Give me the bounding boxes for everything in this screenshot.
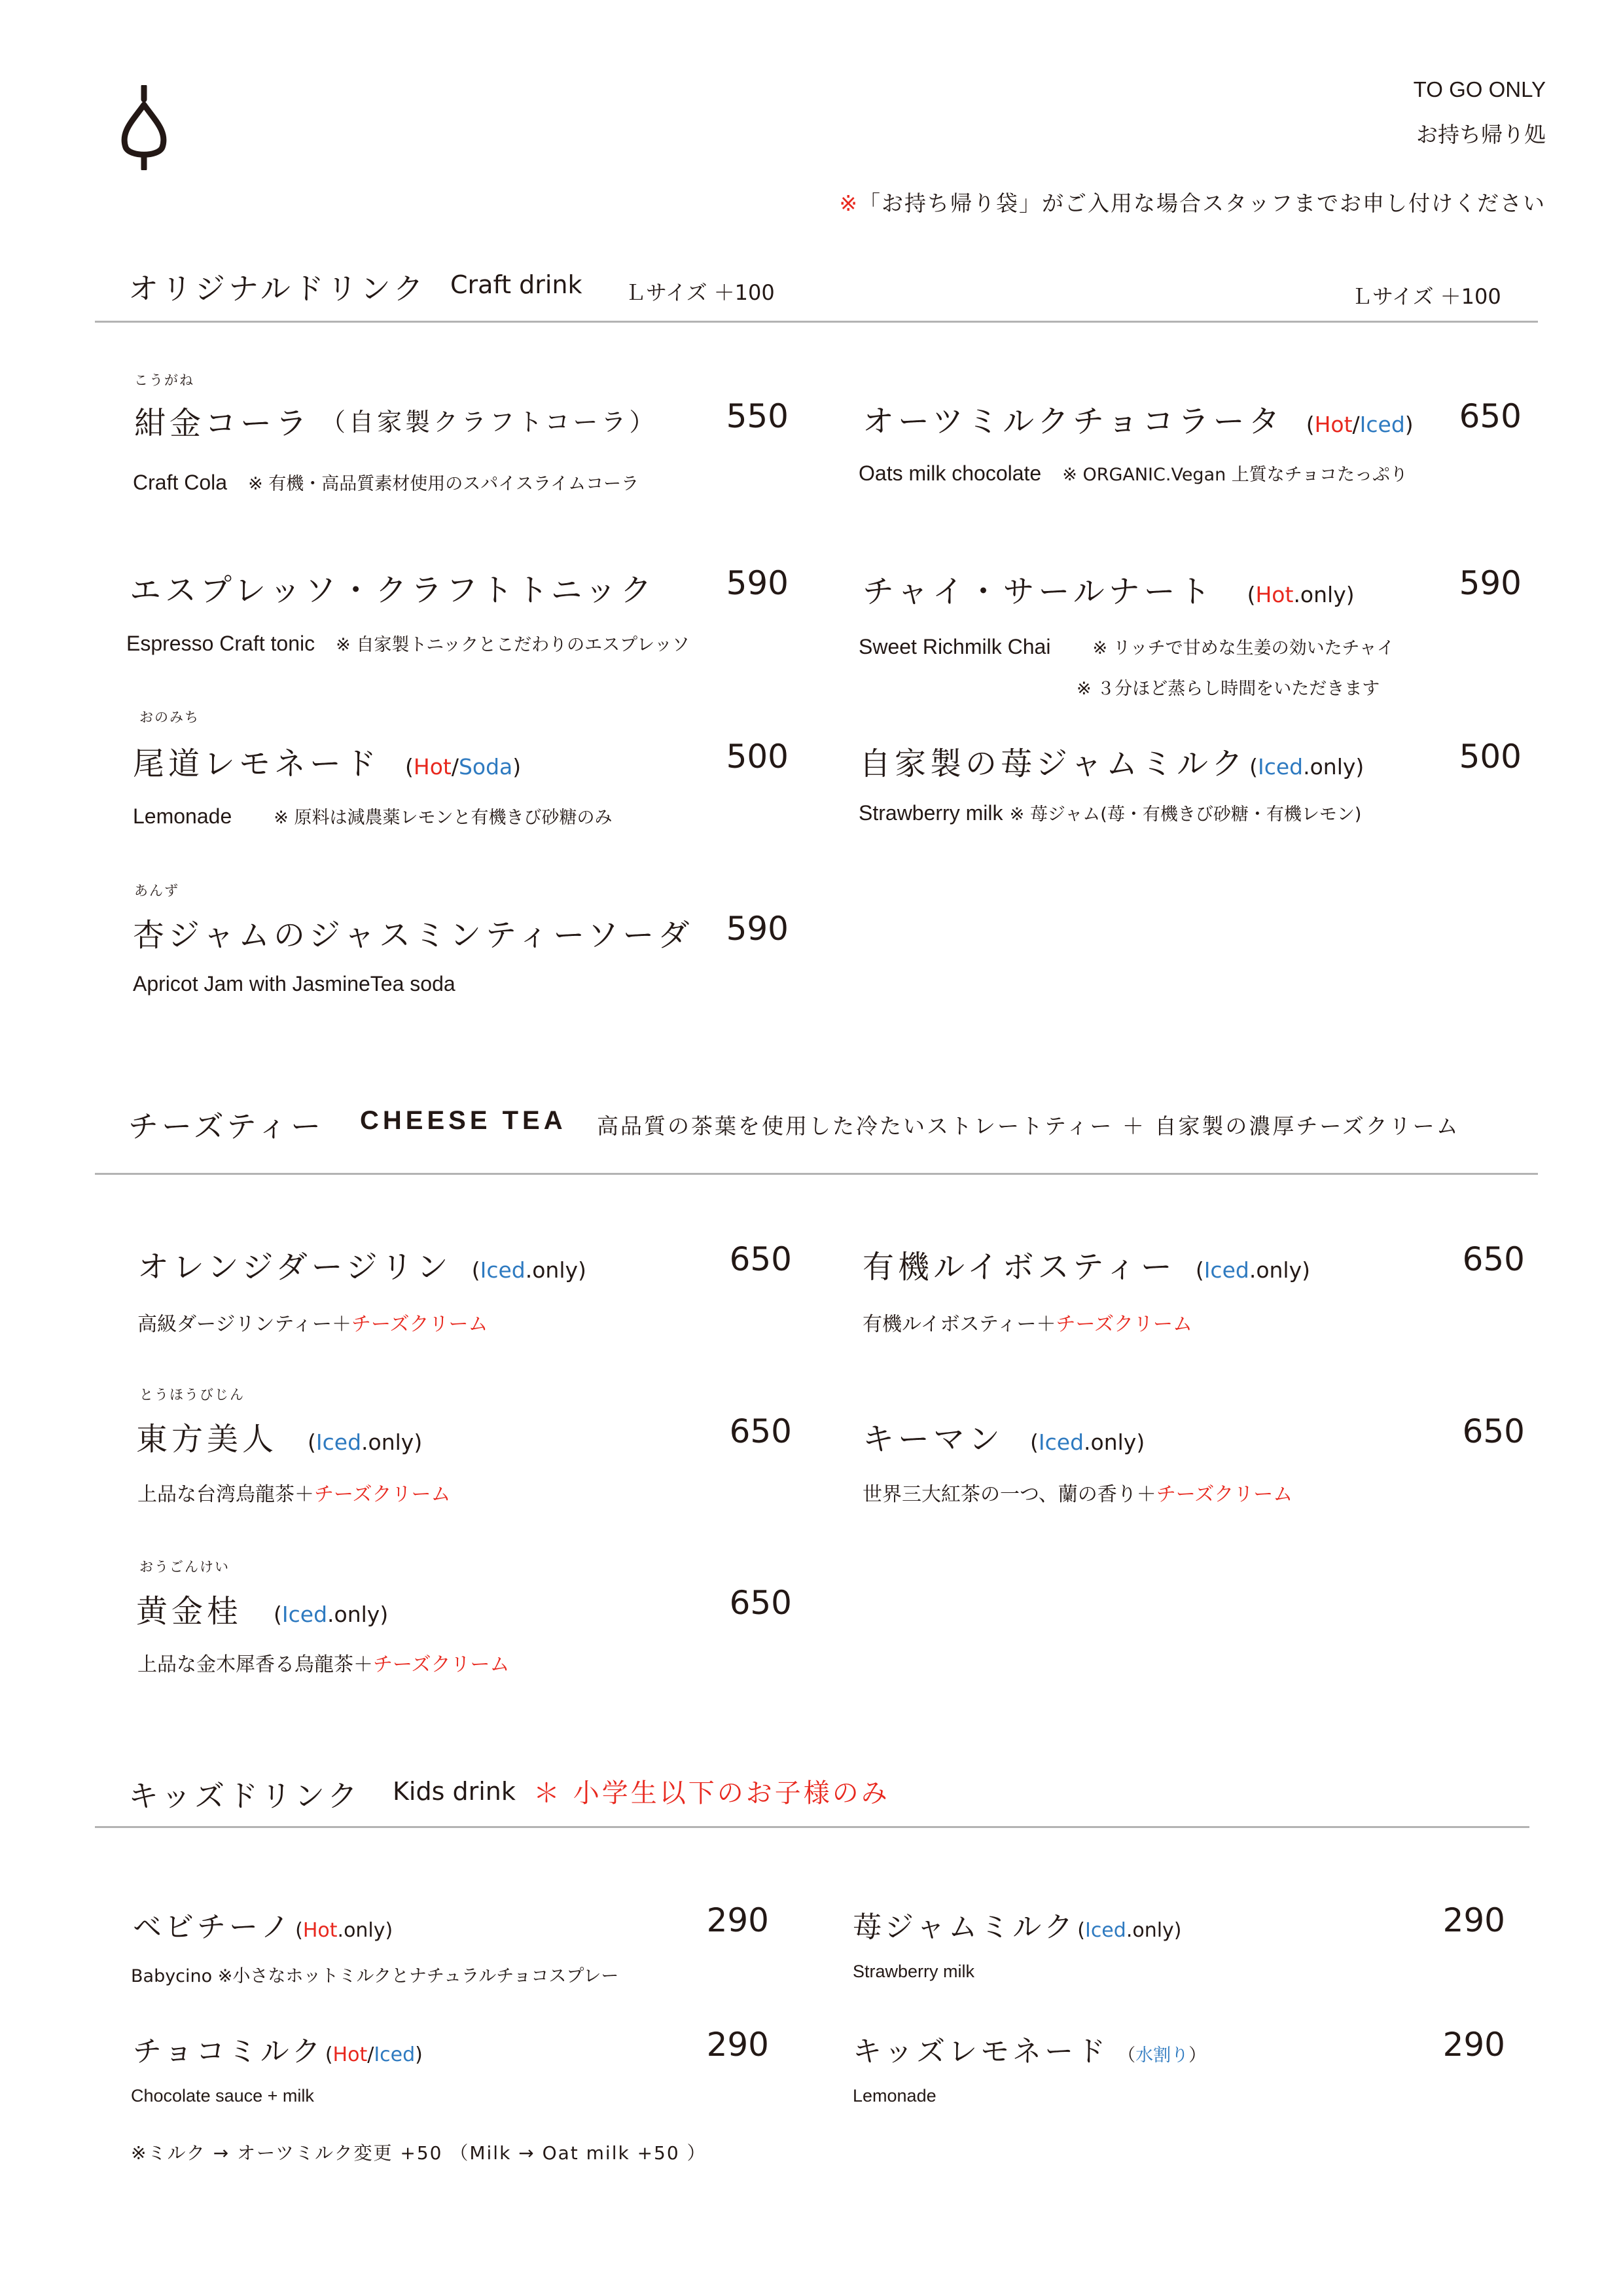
tag-sep: / <box>1352 412 1360 437</box>
tag-open: ( <box>274 1602 282 1627</box>
notice-text: 「お持ち帰り袋」がご入用な場合スタッフまでお申し付けください <box>859 190 1546 216</box>
item-name-chocolate-milk <box>133 2028 423 2070</box>
tag-soda: Soda <box>458 754 513 780</box>
tag-iced: Iced <box>1257 754 1304 780</box>
item-name-chai <box>863 566 1355 611</box>
item-desc-kids-lemonade: Lemonade <box>853 2086 936 2106</box>
tag-hot: Hot <box>302 1919 338 1942</box>
tag-close: ） <box>1188 2045 1207 2066</box>
tag-open: ( <box>325 2043 333 2066</box>
notice-mark: ※ <box>839 190 859 216</box>
tag-iced: Iced <box>281 1602 328 1627</box>
tag-open: ( <box>405 754 414 780</box>
item-note2-chai: ※ ３分ほど蒸らし時間をいただきます <box>1077 679 1380 699</box>
tag-iced: Iced <box>374 2043 416 2066</box>
item-price-babycino: 290 <box>706 1901 769 1939</box>
tag-iced-only <box>472 1257 586 1283</box>
item-desc-keemun <box>863 1478 1293 1507</box>
kids-note <box>533 1772 890 1810</box>
item-name-kids-strawberry-milk <box>853 1903 1182 1945</box>
item-note-espresso-tonic: ※ 自家製トニックとこだわりのエスプレッソ <box>336 635 690 655</box>
item-price-oats-chocolate: 650 <box>1459 397 1522 435</box>
drop-logo-icon <box>118 85 170 170</box>
tag-open: ( <box>471 1257 480 1283</box>
tag-mizuwari <box>1118 2045 1206 2066</box>
item-desc-chocolate-milk: Chocolate sauce + milk <box>131 2086 314 2106</box>
tag-hot-only <box>295 1919 393 1942</box>
tag-iced-only <box>1249 754 1364 780</box>
section-rule-kids <box>95 1826 1529 1828</box>
tag-close: ) <box>415 2043 423 2066</box>
item-name-onomichi-text: 尾道レモネード <box>133 745 381 782</box>
item-name-keemun <box>863 1414 1145 1459</box>
tag-iced: Iced <box>315 1429 362 1455</box>
item-desc-espresso-tonic <box>126 627 690 657</box>
item-name-babycino <box>133 1903 393 1945</box>
tag-hot: Hot <box>1314 412 1353 437</box>
item-name-text: オレンジダージリン <box>137 1249 452 1285</box>
item-desc-chai <box>859 630 1395 660</box>
item-name-strawberry-milk <box>859 738 1364 783</box>
item-price-golden-osmanthus: 650 <box>729 1584 792 1622</box>
item-desc-oriental-beauty <box>137 1478 451 1507</box>
tag-only: .only) <box>525 1257 586 1283</box>
section-rule-cheese <box>95 1173 1538 1175</box>
item-price-oriental-beauty: 650 <box>729 1412 792 1450</box>
oat-milk-footnote: ※ミルク → オーツミルク変更 +50 （Milk → Oat milk +50 ） <box>131 2142 707 2164</box>
item-price-keemun: 650 <box>1462 1412 1525 1450</box>
tag-hot-soda <box>405 754 521 780</box>
tag-only: .only) <box>1249 1257 1310 1283</box>
item-name-onomichi-lemonade <box>133 738 521 783</box>
section-title-cheese: チーズティー <box>128 1109 325 1144</box>
tag-hot: Hot <box>1255 582 1294 607</box>
tag-hot-iced <box>1306 412 1414 437</box>
tag-hot-only <box>1247 582 1355 607</box>
item-sub-kogane-cola: （自家製クラフトコーラ） <box>321 408 658 437</box>
cheese-cream-label: チーズクリーム <box>1056 1313 1192 1336</box>
item-price-rooibos: 650 <box>1462 1240 1525 1278</box>
item-name-kogane-cola: 紺金コーラ <box>134 405 312 442</box>
section-title-cheese-en: CHEESE TEA <box>360 1106 567 1135</box>
item-en-strawberry-milk: Strawberry milk <box>859 801 1003 825</box>
item-desc-strawberry-milk <box>859 800 1361 825</box>
tag-open: ( <box>1077 1919 1085 1942</box>
tag-close: ) <box>512 754 522 780</box>
tag-open: ( <box>1195 1257 1204 1283</box>
ruby-anzu: あんず <box>134 883 179 899</box>
tag-only: .only) <box>1084 1429 1145 1455</box>
item-price-chocolate-milk: 290 <box>706 2026 769 2064</box>
item-note-chai: ※ リッチで甘めな生姜の効いたチャイ <box>1092 638 1395 658</box>
tag-hot: Hot <box>413 754 452 780</box>
item-note-kogane-cola: ※ 有機・高品質素材使用のスパイスライムコーラ <box>248 474 639 494</box>
item-name-text: ベビチーノ <box>133 1910 293 1944</box>
tag-only: .only) <box>327 1602 389 1627</box>
item-name-text: 黄金桂 <box>136 1593 243 1630</box>
item-desc-oats-chocolate <box>859 457 1408 487</box>
item-desc-text: 高級ダージリンティー＋ <box>137 1313 351 1336</box>
tag-only: .only) <box>1303 754 1364 780</box>
item-name-text: 東方美人 <box>136 1421 278 1458</box>
item-en-kogane-cola: Craft Cola <box>133 471 228 494</box>
item-price-strawberry-milk: 500 <box>1459 738 1522 776</box>
item-desc-rooibos <box>863 1308 1192 1336</box>
item-price-apricot-soda: 590 <box>726 910 789 948</box>
tag-open: ( <box>295 1919 303 1942</box>
tag-sep: / <box>451 754 459 780</box>
tag-iced-only <box>308 1429 422 1455</box>
kids-star: ＊ <box>533 1778 562 1808</box>
item-en-espresso-tonic: Espresso Craft tonic <box>126 632 315 655</box>
item-price-chai: 590 <box>1459 564 1522 602</box>
item-desc-kids-strawberry-milk: Strawberry milk <box>853 1962 975 1981</box>
tag-iced: Iced <box>1359 412 1405 437</box>
item-name-espresso-tonic: エスプレッソ・クラフトトニック <box>130 572 656 609</box>
item-name-oriental-beauty <box>136 1414 422 1459</box>
item-en-chai: Sweet Richmilk Chai <box>859 635 1051 658</box>
cheese-cream-label: チーズクリーム <box>351 1313 488 1336</box>
bag-notice <box>839 187 1546 217</box>
item-desc-golden-osmanthus <box>137 1648 510 1677</box>
item-en-apricot-soda: Apricot Jam with JasmineTea soda <box>133 972 455 996</box>
tag-sep: / <box>367 2043 374 2066</box>
tag-only: .only) <box>1293 582 1355 607</box>
tag-iced-only <box>1030 1429 1145 1455</box>
item-desc-kogane-cola <box>133 466 639 496</box>
to-go-label: TO GO ONLY <box>1413 77 1546 101</box>
item-name-text: チョコミルク <box>133 2035 324 2068</box>
tag-hot-iced <box>325 2043 423 2066</box>
item-price-onomichi-lemonade: 500 <box>726 738 789 776</box>
item-note-oats-chocolate: ※ ORGANIC.Vegan 上質なチョコたっぷり <box>1062 465 1408 485</box>
item-name-text: キッズレモネード <box>853 2035 1109 2068</box>
tag-iced: Iced <box>480 1257 526 1283</box>
item-name-chai-text: チャイ・サールナート <box>863 573 1215 610</box>
tag-iced-only <box>1196 1257 1310 1283</box>
tag-open: ( <box>1247 582 1256 607</box>
lsize-note-right: Ｌサイズ ＋100 <box>1351 284 1501 309</box>
item-price-espresso-tonic: 590 <box>726 564 789 602</box>
item-name-kids-lemonade <box>853 2028 1206 2070</box>
tag-iced-only <box>1077 1919 1181 1942</box>
item-desc-onomichi-lemonade <box>133 800 612 830</box>
item-note-strawberry-milk: ※ 苺ジャム(苺・有機きび砂糖・有機レモン) <box>1009 804 1362 825</box>
item-desc-text: 有機ルイボスティー＋ <box>863 1313 1056 1336</box>
tag-open: ( <box>1249 754 1258 780</box>
item-price-kids-lemonade: 290 <box>1442 2026 1505 2064</box>
item-name-oats-text: オーツミルクチョコラータ <box>863 403 1284 440</box>
item-desc-orange-darjeeling <box>137 1308 488 1336</box>
item-name-orange-darjeeling <box>137 1242 586 1287</box>
cheese-note: 高品質の茶葉を使用した冷たいストレートティー ＋ 自家製の濃厚チーズクリーム <box>597 1113 1460 1139</box>
tag-open: ( <box>1030 1429 1039 1455</box>
tag-open: ( <box>1306 412 1315 437</box>
section-title-kids: キッズドリンク <box>128 1778 361 1814</box>
tag-only: .only) <box>1126 1919 1182 1942</box>
item-name-apricot-soda: 杏ジャムのジャスミンティーソーダ <box>133 917 694 954</box>
tag-only: .only) <box>361 1429 423 1455</box>
item-en-onomichi-lemonade: Lemonade <box>133 804 232 828</box>
section-title-original-en: Craft drink <box>450 270 582 299</box>
item-price-kogane-cola: 550 <box>726 397 789 435</box>
item-desc-text: 上品な台湾烏龍茶＋ <box>137 1483 314 1506</box>
tag-mizuwari-text: 水割り <box>1135 2045 1189 2066</box>
ruby-touhoubijin: とうほうびじん <box>139 1387 245 1403</box>
item-note-onomichi-lemonade: ※ 原料は減農薬レモンと有機きび砂糖のみ <box>274 808 613 828</box>
to-go-jp-label: お持ち帰り処 <box>1416 122 1546 147</box>
cheese-cream-label: チーズクリーム <box>373 1653 510 1676</box>
item-desc-text: 世界三大紅茶の一つ、蘭の香り＋ <box>863 1483 1156 1506</box>
tag-iced-only <box>274 1602 388 1627</box>
item-name-text: 有機ルイボスティー <box>863 1249 1176 1285</box>
item-desc-text: 上品な金木犀香る烏龍茶＋ <box>137 1653 373 1676</box>
item-en-oats-chocolate: Oats milk chocolate <box>859 461 1042 485</box>
section-title-original: オリジナルドリンク <box>128 271 427 306</box>
item-name-oats-chocolate <box>863 396 1414 441</box>
tag-open: （ <box>1118 2045 1136 2066</box>
tag-iced: Iced <box>1204 1257 1249 1283</box>
tag-hot: Hot <box>332 2043 368 2066</box>
ruby-kogane: こうがね <box>134 372 194 388</box>
item-desc-babycino: Babycino ※小さなホットミルクとナチュラルチョコスプレー <box>131 1966 619 1986</box>
item-price-orange-darjeeling: 650 <box>729 1240 792 1278</box>
item-name-strawberry-text: 自家製の苺ジャムミルク <box>859 745 1247 782</box>
item-price-kids-strawberry-milk: 290 <box>1442 1901 1505 1939</box>
tag-open: ( <box>308 1429 316 1455</box>
cheese-cream-label: チーズクリーム <box>314 1483 451 1506</box>
item-name-golden-osmanthus <box>136 1586 388 1631</box>
tag-iced: Iced <box>1084 1919 1126 1942</box>
item-name-text: キーマン <box>863 1421 1005 1458</box>
kids-note-text: 小学生以下のお子様のみ <box>573 1778 890 1808</box>
tag-close: ) <box>1404 412 1414 437</box>
item-name-text: 苺ジャムミルク <box>853 1910 1077 1944</box>
section-title-kids-en: Kids drink <box>393 1777 516 1806</box>
tag-iced: Iced <box>1038 1429 1084 1455</box>
tag-only: .only) <box>337 1919 393 1942</box>
ruby-ougonkei: おうごんけい <box>139 1559 230 1575</box>
item-name-rooibos <box>863 1242 1310 1287</box>
ruby-onomichi: おのみち <box>139 709 200 725</box>
section-rule-original <box>95 321 1538 323</box>
lsize-note: Ｌサイズ ＋100 <box>625 280 775 305</box>
cheese-cream-label: チーズクリーム <box>1156 1483 1293 1506</box>
